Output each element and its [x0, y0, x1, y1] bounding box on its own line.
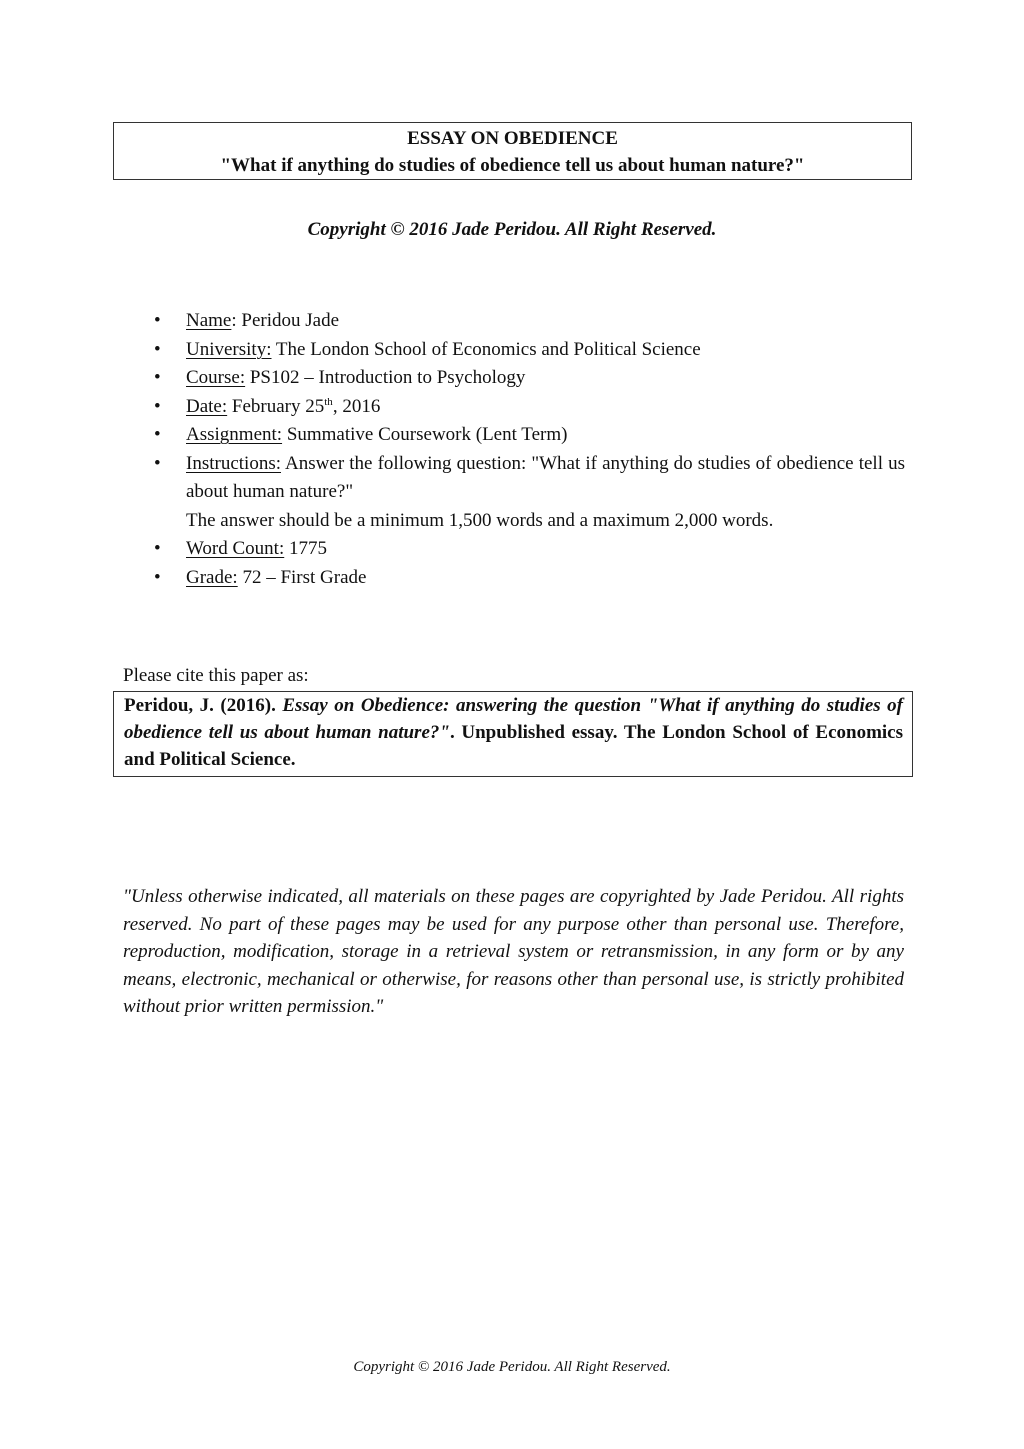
date-ordinal-suffix: th: [324, 395, 333, 408]
detail-date: [150, 393, 905, 422]
essay-heading: ESSAY ON OBEDIENCE: [407, 128, 618, 149]
detail-label: Date:: [186, 395, 228, 417]
detail-grade: [150, 564, 905, 593]
detail-label: Word Count:: [186, 538, 285, 559]
detail-value: The London School of Economics and Political Science: [271, 338, 701, 360]
detail-label: University:: [186, 338, 272, 360]
detail-value: Answer the following question: "What if anything do studies of obedience tell us about human nature?": [186, 452, 905, 502]
citation-author-year: Peridou, J. (2016).: [124, 695, 283, 716]
bullet-icon: •: [154, 367, 161, 388]
detail-name: [150, 307, 905, 336]
bullet-icon: •: [154, 452, 161, 474]
essay-title-box: [113, 122, 912, 180]
detail-assignment: [150, 421, 905, 450]
detail-value: PS102 – Introduction to Psychology: [245, 367, 526, 388]
detail-value-year: , 2016: [332, 395, 381, 417]
citation-title: Essay on Obedience: answering the question "What if anything do studies of obedience tell us about human nature?": [124, 695, 903, 743]
bullet-icon: •: [154, 566, 161, 588]
detail-university: [150, 336, 905, 365]
detail-course: [150, 364, 905, 393]
instructions-word-limit: The answer should be a minimum 1,500 words and a maximum 2,000 words.: [186, 509, 774, 531]
bullet-icon: •: [154, 538, 161, 559]
detail-value: 1775: [284, 538, 327, 559]
bullet-icon: •: [154, 395, 161, 417]
detail-label: Name: [186, 310, 232, 331]
detail-label: Instructions:: [186, 452, 281, 474]
detail-label: Assignment:: [186, 424, 283, 445]
detail-value: Summative Coursework (Lent Term): [282, 424, 568, 445]
detail-word-count: [150, 535, 905, 564]
detail-label: Grade:: [186, 566, 238, 588]
detail-value: February 25: [227, 395, 325, 417]
essay-question: "What if anything do studies of obedience tell us about human nature?": [220, 155, 805, 176]
citation-prompt: Please cite this paper as:: [123, 665, 309, 686]
page-footer: Copyright © 2016 Jade Peridou. All Right Reserved.: [353, 1359, 671, 1375]
instructions-text: [186, 450, 905, 507]
bullet-icon: •: [154, 424, 161, 445]
detail-value: Peridou Jade: [236, 310, 340, 331]
rights-statement: "Unless otherwise indicated, all materials on these pages are copyrighted by Jade Peridou. All rights reserved. No part of these pages may be used for any purpose other than personal use. Therefore, reproduction, modification, storage in a retrieval system or retransmission, in any form or by any means, electronic, mechanical or otherwise, for reasons other than personal use, is strictly prohibited without prior written permission.": [123, 886, 904, 1017]
citation-box: [113, 691, 913, 777]
bullet-icon: •: [154, 338, 161, 360]
bullet-icon: •: [154, 310, 161, 331]
essay-details-list: [150, 307, 905, 592]
citation-publication: . Unpublished essay. The London School of Economics and Political Science.: [124, 722, 904, 770]
detail-value: 72 – First Grade: [237, 566, 367, 588]
detail-label-colon: :: [231, 310, 237, 331]
copyright-notice: Copyright © 2016 Jade Peridou. All Right Reserved.: [307, 219, 717, 240]
detail-label: Course:: [186, 367, 246, 388]
detail-instructions: [150, 450, 905, 536]
